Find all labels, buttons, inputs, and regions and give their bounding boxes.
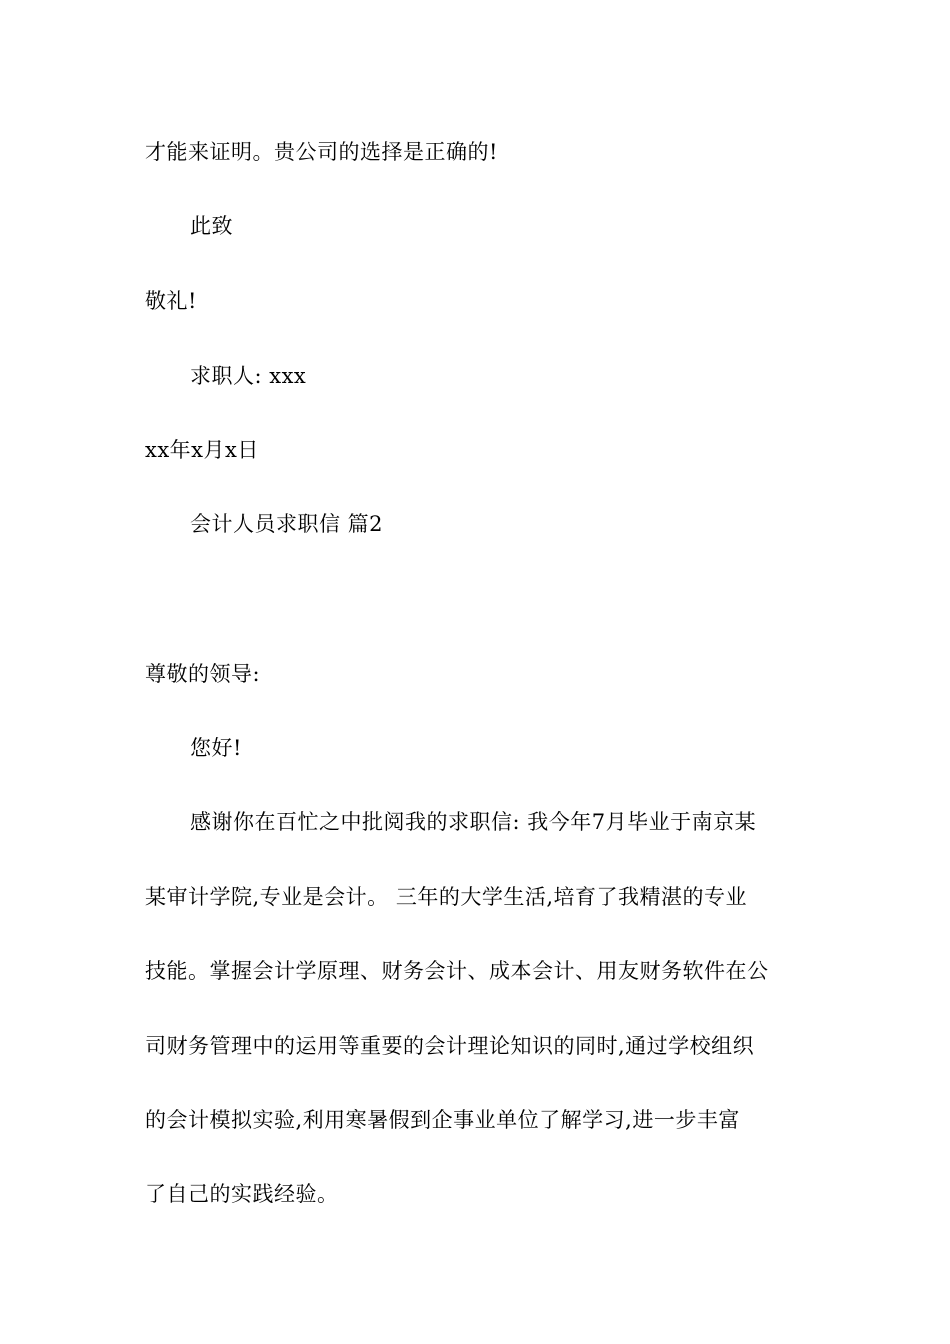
body-line: 某审计学院,专业是会计。 三年的大学生活,培育了我精湛的专业 (145, 885, 748, 909)
signature-line: 求职人: xxx (190, 364, 307, 388)
body-line: 的会计模拟实验,利用寒暑假到企事业单位了解学习,进一步丰富 (145, 1108, 740, 1132)
body-line: 感谢你在百忙之中批阅我的求职信: 我今年7月毕业于南京某 (190, 810, 757, 834)
section-title: 会计人员求职信 篇2 (190, 512, 384, 536)
date-line: xx年x月x日 (145, 438, 259, 462)
body-line: 司财务管理中的运用等重要的会计理论知识的同时,通过学校组织 (145, 1034, 755, 1058)
body-line: 了自己的实践经验。 (145, 1182, 339, 1206)
body-line: 技能。掌握会计学原理、财务会计、成本会计、用友财务软件在公 (145, 959, 769, 983)
closing-line: 此致 (190, 214, 233, 238)
greeting: 您好! (190, 736, 242, 760)
salutation: 尊敬的领导: (145, 662, 261, 686)
text-line: 才能来证明。贵公司的选择是正确的! (145, 140, 498, 164)
closing-line: 敬礼! (145, 289, 197, 313)
